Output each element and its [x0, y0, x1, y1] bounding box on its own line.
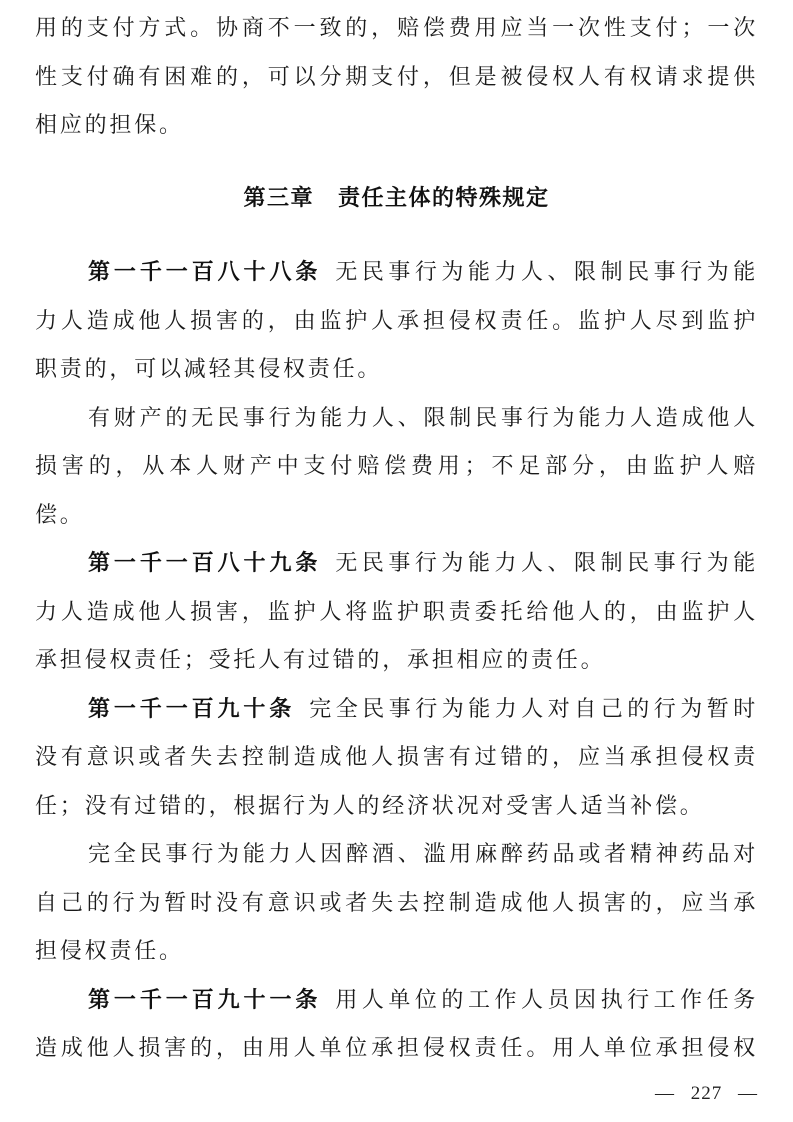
text-line: 造成他人损害的，由用人单位承担侵权责任。用人单位承担侵权: [35, 1035, 758, 1060]
text-run: 无民事行为能力人、限制民事行为能: [335, 259, 758, 284]
text-line: [35, 248, 758, 297]
article-1190: [35, 685, 758, 976]
article-number: 第一千一百八十九条: [88, 550, 322, 575]
paragraph: [35, 685, 758, 831]
chapter-title: 责任主体的特殊规定: [338, 184, 550, 210]
paragraph: [35, 976, 758, 1073]
text-line: 力人造成他人损害，监护人将监护职责委托给他人的，由监护人: [35, 598, 758, 624]
text-line: 任；没有过错的，根据行为人的经济状况对受害人适当补偿。: [35, 792, 705, 818]
text-line: 性支付确有困难的，可以分期支付，但是被侵权人有权请求提供: [35, 63, 758, 89]
chapter-number: 第三章: [243, 184, 314, 210]
text-line: 力人造成他人损害的，由监护人承担侵权责任。监护人尽到监护: [35, 307, 758, 333]
text-run: 用人单位的工作人员因执行工作任务: [335, 986, 758, 1012]
text-line: 没有意识或者失去控制造成他人损害有过错的，应当承担侵权责: [35, 744, 758, 769]
article-number: 第一千一百八十八条: [88, 259, 322, 284]
text-run: 无民事行为能力人、限制民事行为能: [335, 550, 758, 575]
text-line: 担侵权责任。: [35, 938, 184, 963]
paragraph: [35, 539, 758, 685]
text-line: [35, 976, 758, 1025]
article-1191: [35, 976, 758, 1073]
document-page: [35, 0, 758, 1073]
text-line: 完全民事行为能力人因醉酒、滥用麻醉药品或者精神药品对: [88, 841, 758, 866]
continuation-paragraph: [35, 4, 758, 150]
text-line: 损害的，从本人财产中支付赔偿费用；不足部分，由监护人赔: [35, 453, 758, 478]
article-number: 第一千一百九十条: [88, 695, 296, 721]
text-line: 承担侵权责任；受托人有过错的，承担相应的责任。: [35, 647, 606, 672]
article-1189: [35, 539, 758, 685]
text-line: 有财产的无民事行为能力人、限制民事行为能力人造成他人: [88, 404, 758, 430]
text-line: 用的支付方式。协商不一致的，赔偿费用应当一次性支付；一次: [35, 15, 758, 40]
text-run: 完全民事行为能力人对自己的行为暂时: [309, 695, 758, 721]
paragraph: [35, 248, 758, 394]
text-line: 相应的担保。: [35, 112, 184, 137]
text-line: 职责的，可以减轻其侵权责任。: [35, 356, 383, 381]
text-line: [35, 539, 758, 588]
chapter-heading: [35, 174, 758, 223]
page-number: — 227 —: [655, 1083, 758, 1104]
article-number: 第一千一百九十一条: [88, 986, 322, 1012]
text-line: 偿。: [35, 501, 85, 527]
paragraph: [35, 394, 758, 540]
paragraph: [35, 830, 758, 976]
text-line: 自己的行为暂时没有意识或者失去控制造成他人损害的，应当承: [35, 889, 758, 915]
text-line: [35, 685, 758, 734]
article-1188: [35, 248, 758, 539]
